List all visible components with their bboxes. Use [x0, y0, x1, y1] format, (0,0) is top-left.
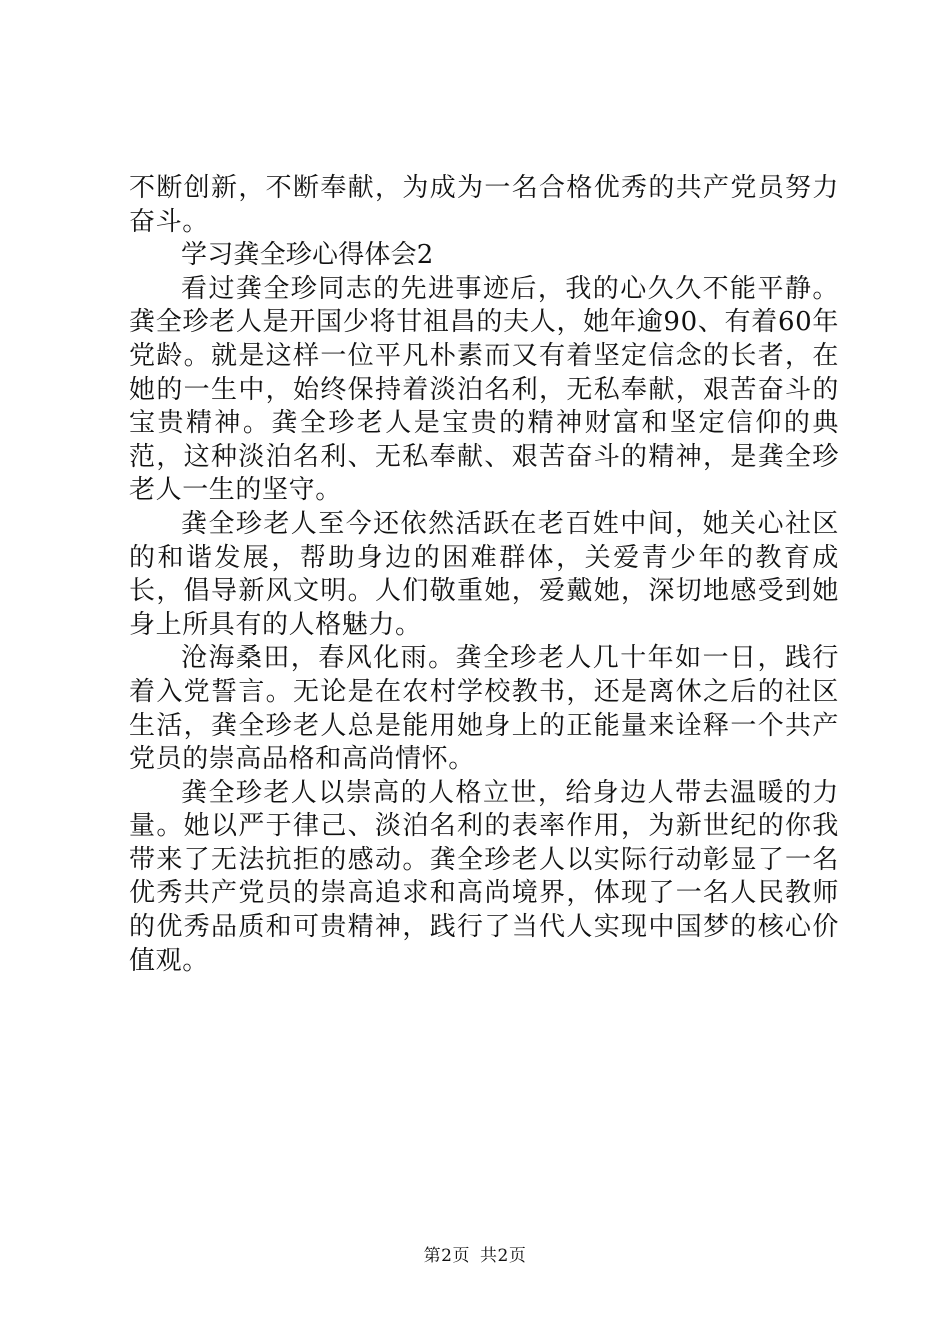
paragraph: 龚全珍老人至今还依然活跃在老百姓中间，她关心社区的和谐发展，帮助身边的困难群体，关爱青少年的教育成长，倡导新风文明。人们敬重她，爱戴她，深切地感受到她身上所具有的人格魅力。: [129, 508, 839, 640]
section-heading: 学习龚全珍心得体会2: [181, 240, 434, 271]
document-body: [129, 172, 839, 978]
page-number: 第2页: [423, 1246, 470, 1266]
paragraph-continuation: 不断创新，不断奉献，为成为一名合格优秀的共产党员努力奋斗。: [129, 173, 839, 237]
paragraph: 看过龚全珍同志的先进事迹后，我的心久久不能平静。龚全珍老人是开国少将甘祖昌的夫人，她年逾90、有着60年党龄。就是这样一位平凡朴素而又有着坚定信念的长者，在她的一生中，始终保持着淡泊名利，无私奉献，艰苦奋斗的宝贵精神。龚全珍老人是宝贵的精神财富和坚定信仰的典范，这种淡泊名利、无私奉献、艰苦奋斗的精神，是龚全珍老人一生的坚守。: [129, 273, 839, 506]
paragraph: 龚全珍老人以崇高的人格立世，给身边人带去温暖的力量。她以严于律己、淡泊名利的表率作用，为新世纪的你我带来了无法抗拒的感动。龚全珍老人以实际行动彰显了一名优秀共产党员的崇高追求和高尚境界，体现了一名人民教师的优秀品质和可贵精神，践行了当代人实现中国梦的核心价值观。: [129, 777, 839, 976]
paragraph: 沧海桑田，春风化雨。龚全珍老人几十年如一日，践行着入党誓言。无论是在农村学校教书，还是离休之后的社区生活，龚全珍老人总是能用她身上的正能量来诠释一个共产党员的崇高品格和高尚情怀。: [129, 643, 839, 775]
page-total: 共2页: [480, 1246, 527, 1266]
page-footer: [0, 1244, 950, 1268]
